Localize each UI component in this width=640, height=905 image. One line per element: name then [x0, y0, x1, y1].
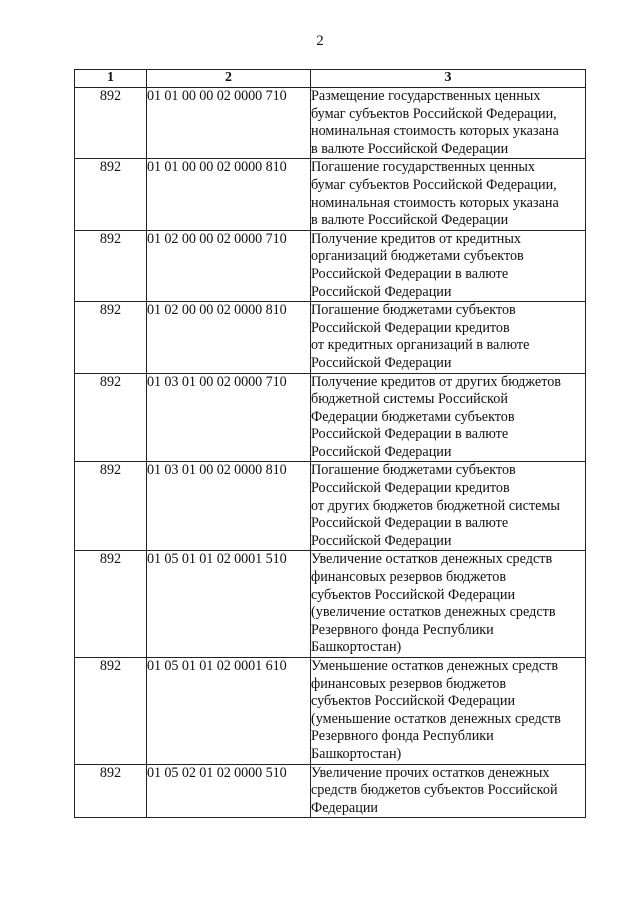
table-row	[75, 302, 586, 373]
source-name-line: Погашение бюджетами субъектов	[311, 302, 516, 319]
source-name-line: Российской Федерации в валюте	[311, 515, 509, 532]
column-header-1: 1	[75, 70, 147, 88]
admin-code-cell: 892	[75, 658, 147, 765]
source-name-line: Башкортостан)	[311, 639, 402, 656]
table-row	[75, 551, 586, 658]
table-row	[75, 764, 586, 818]
admin-code-cell: 892	[75, 88, 147, 159]
budget-code-cell: 01 02 00 00 02 0000 710	[147, 230, 311, 301]
source-name-line: Увеличение прочих остатков денежных	[311, 764, 550, 781]
source-name-cell	[311, 658, 586, 765]
source-name-line: Российской Федерации	[311, 532, 452, 549]
budget-codes-table	[74, 69, 586, 818]
source-name-line: Уменьшение остатков денежных средств	[311, 658, 559, 674]
source-name-line: финансовых резервов бюджетов	[311, 569, 507, 586]
source-name-line: в валюте Российской Федерации	[311, 140, 509, 157]
source-name-line: Башкортостан)	[311, 745, 402, 762]
budget-code-cell: 01 05 01 01 02 0001 510	[147, 551, 311, 658]
source-name-line: Российской Федерации в валюте	[311, 265, 509, 282]
table-row	[75, 462, 586, 551]
source-name-cell	[311, 159, 586, 230]
source-name-cell	[311, 302, 586, 373]
source-name-line: Получение кредитов от других бюджетов	[311, 373, 562, 390]
source-name-line: финансовых резервов бюджетов	[311, 675, 507, 692]
source-name-line: номинальная стоимость которых указана	[311, 194, 559, 211]
source-name-line: Погашение государственных ценных	[311, 159, 536, 176]
source-name-line: (уменьшение остатков денежных средств	[311, 710, 561, 727]
table-header-row	[75, 70, 586, 88]
admin-code-cell: 892	[75, 373, 147, 462]
source-name-line: Размещение государственных ценных	[311, 88, 541, 104]
source-name-cell	[311, 373, 586, 462]
source-name-line: от кредитных организаций в валюте	[311, 337, 530, 354]
source-name-line: Российской Федерации кредитов	[311, 319, 510, 336]
source-name-line: Федерации бюджетами субъектов	[311, 408, 515, 425]
page-number: 2	[316, 33, 324, 49]
source-name-cell	[311, 462, 586, 551]
source-name-line: средств бюджетов субъектов Российской	[311, 782, 558, 799]
source-name-cell	[311, 88, 586, 159]
admin-code-cell: 892	[75, 230, 147, 301]
source-name-line: бумаг субъектов Российской Федерации,	[311, 176, 557, 193]
budget-code-cell: 01 02 00 00 02 0000 810	[147, 302, 311, 373]
source-name-line: Российской Федерации в валюте	[311, 426, 509, 443]
column-header-2: 2	[147, 70, 311, 88]
budget-code-cell: 01 01 00 00 02 0000 810	[147, 159, 311, 230]
source-name-line: субъектов Российской Федерации	[311, 693, 516, 710]
source-name-line: в валюте Российской Федерации	[311, 212, 509, 229]
source-name-line: Получение кредитов от кредитных	[311, 230, 522, 247]
source-name-line: Российской Федерации	[311, 354, 452, 371]
budget-code-cell: 01 03 01 00 02 0000 810	[147, 462, 311, 551]
source-name-line: номинальная стоимость которых указана	[311, 123, 559, 140]
source-name-line: от других бюджетов бюджетной системы	[311, 497, 560, 514]
admin-code-cell: 892	[75, 462, 147, 551]
admin-code-cell: 892	[75, 764, 147, 818]
table-row	[75, 658, 586, 765]
source-name-line: бюджетной системы Российской	[311, 391, 508, 408]
admin-code-cell: 892	[75, 159, 147, 230]
source-name-line: Российской Федерации кредитов	[311, 480, 510, 497]
table-row	[75, 373, 586, 462]
source-name-line: бумаг субъектов Российской Федерации,	[311, 105, 557, 122]
source-name-line: Увеличение остатков денежных средств	[311, 551, 553, 568]
source-name-cell	[311, 230, 586, 301]
source-name-cell	[311, 551, 586, 658]
source-name-line: Российской Федерации	[311, 443, 452, 460]
source-name-line: Российской Федерации	[311, 283, 452, 300]
source-name-line: организаций бюджетами субъектов	[311, 248, 524, 265]
table-row	[75, 88, 586, 159]
budget-code-cell: 01 05 02 01 02 0000 510	[147, 764, 311, 818]
table-row	[75, 159, 586, 230]
column-header-3: 3	[311, 70, 586, 88]
table-row	[75, 230, 586, 301]
source-name-line: Федерации	[311, 799, 379, 816]
source-name-line: субъектов Российской Федерации	[311, 586, 516, 603]
admin-code-cell: 892	[75, 302, 147, 373]
budget-code-cell: 01 01 00 00 02 0000 710	[147, 88, 311, 159]
source-name-line: Резервного фонда Республики	[311, 728, 494, 745]
source-name-line: (увеличение остатков денежных средств	[311, 604, 556, 621]
source-name-line: Погашение бюджетами субъектов	[311, 462, 516, 479]
budget-code-cell: 01 03 01 00 02 0000 710	[147, 373, 311, 462]
table-body	[75, 88, 586, 818]
source-name-line: Резервного фонда Республики	[311, 621, 494, 638]
source-name-cell	[311, 764, 586, 818]
admin-code-cell: 892	[75, 551, 147, 658]
budget-code-cell: 01 05 01 01 02 0001 610	[147, 658, 311, 765]
